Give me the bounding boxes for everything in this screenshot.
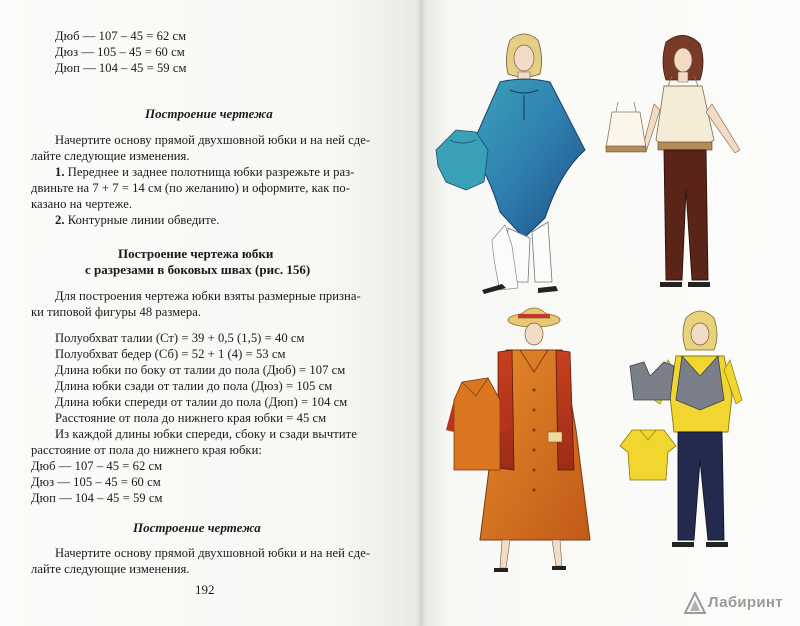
measurement-back-length: Длина юбки сзади от талии до пола (Дюз) = 105 см (55, 379, 333, 393)
step1-text: Переднее и заднее полотнища юбки разрежьте и раз- (64, 165, 355, 179)
measurement-floor-distance: Расстояние от пола до нижнего края юбки = 45 см (55, 411, 327, 425)
section2-intro-line-2: ки типовой фигуры 48 размера. (31, 305, 202, 319)
section3-intro-line-1: Начертите основу прямой двухшовной юбки и на ней сде- (55, 546, 371, 560)
section3-heading: Построение чертежа (133, 520, 261, 535)
section2-heading-line-2: с разрезами в боковых швах (рис. 156) (85, 262, 311, 277)
section2-intro-line-1: Для построения чертежа юбки взяты размерные призна- (55, 289, 361, 303)
section3-intro-line-2: лайте следующие изменения. (31, 562, 190, 576)
measurement-front-length: Длина юбки спереди от талии до пола (Дюп) = 104 см (55, 395, 348, 409)
page-number: 192 (195, 582, 215, 597)
subtract-line-2: расстояние от пола до нижнего края юбки: (31, 443, 262, 457)
labirint-logo-icon (684, 592, 706, 614)
camisole-flat-sketch (606, 102, 646, 152)
section1-intro-line-1: Начертите основу прямой двухшовной юбки и на ней сде- (55, 133, 371, 147)
poncho-flat-sketch (436, 130, 488, 190)
measurement-waist: Полуобхват талии (Ст) = 39 + 0,5 (1,5) = 40 см (55, 331, 305, 345)
watermark-text: Лабиринт (708, 594, 783, 611)
vest-flat-sketch (630, 362, 674, 400)
result-dyub: Дюб — 107 – 45 = 62 см (31, 459, 163, 473)
section1-heading: Построение чертежа (145, 106, 273, 121)
result-dyuz: Дюз — 105 – 45 = 60 см (31, 475, 161, 489)
top-measurement-dyuz: Дюз — 105 – 45 = 60 см (55, 45, 185, 59)
labirint-watermark (684, 590, 794, 616)
blouse-flat-sketch (620, 430, 676, 480)
top-measurement-dyup: Дюп — 104 – 45 = 59 см (55, 61, 187, 75)
section2-heading-line-1: Построение чертежа юбки (118, 246, 274, 261)
section1-step1-line-2: двиньте на 7 + 7 = 14 см (по желанию) и оформите, как по- (31, 181, 350, 195)
measurement-hips: Полуобхват бедер (Сб) = 52 + 1 (4) = 53 см (55, 347, 286, 361)
step1-number: 1. (55, 165, 65, 179)
step2-text: Контурные линии обведите. (64, 213, 220, 227)
top-measurement-dyub: Дюб — 107 – 45 = 62 см (55, 29, 187, 43)
section1-intro-line-2: лайте следующие изменения. (31, 149, 190, 163)
figure-camisole-outfit (642, 35, 740, 287)
figure-blouse-outfit (654, 311, 742, 547)
step2-number: 2. (55, 213, 65, 227)
subtract-line-1: Из каждой длины юбки спереди, сбоку и сзади вычтите (55, 427, 357, 441)
section1-step1-line-3: казано на чертеже. (31, 197, 133, 211)
measurement-side-length: Длина юбки по боку от талии до пола (Дюб) = 107 см (55, 363, 346, 377)
figure-poncho-outfit (470, 34, 585, 294)
result-dyup: Дюп — 104 – 45 = 59 см (31, 491, 163, 505)
